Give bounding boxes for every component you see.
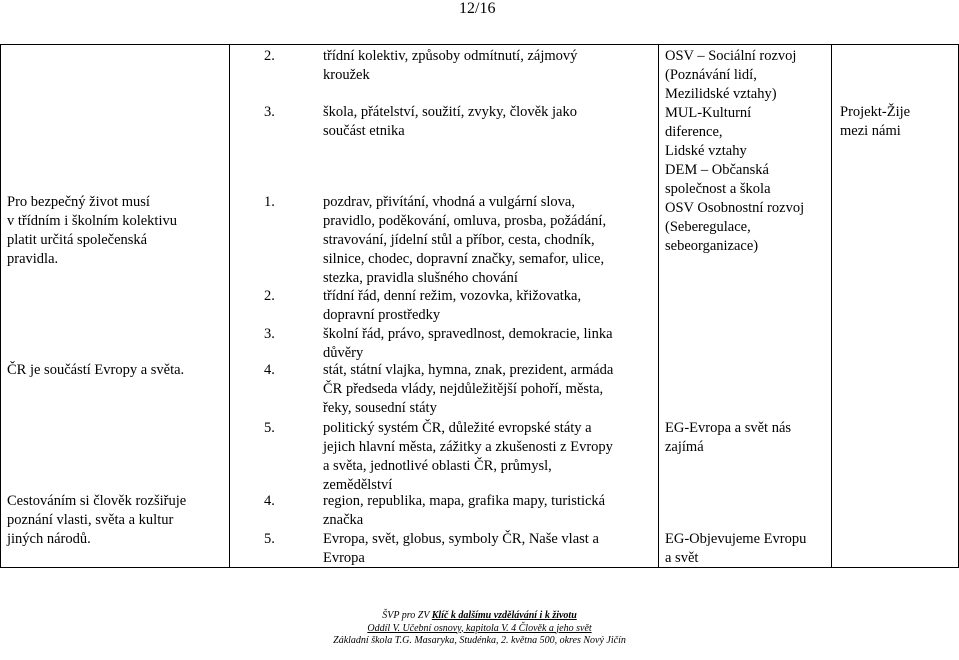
item-text: škola, přátelství, soužití, zvyky, člověk jako součást etnika [323, 104, 577, 139]
item-number: 5. [264, 531, 275, 547]
footer-line-2: Oddíl V. Učební osnovy, kapitola V. 4 Člověk a jeho svět [367, 622, 592, 634]
item-text: region, republika, mapa, grafika mapy, turistická značka [323, 493, 606, 528]
footer-line-3: Základní škola T.G. Masaryka, Studénka, 2. května 500, okres Nový Jičín [333, 635, 626, 646]
table-border-top [0, 44, 959, 45]
goal-text-3: Cestováním si člověk rozšiřuje poznání vlasti, světa a kultur jiných národů. [7, 493, 187, 547]
item-text: třídní řád, denní režim, vozovka, křižovatka, dopravní prostředky [323, 288, 582, 323]
column-divider [229, 44, 230, 568]
item-number: 1. [264, 194, 275, 210]
cross-topics-2: EG-Evropa a svět nás zajímá [665, 420, 792, 455]
column-divider [831, 44, 832, 568]
item-number: 4. [264, 362, 275, 378]
page-footer [0, 610, 959, 648]
goal-text-2: ČR je součástí Evropy a světa. [7, 362, 185, 378]
page-number: 12/16 [459, 0, 496, 17]
item-number: 2. [264, 48, 275, 64]
item-number: 5. [264, 420, 275, 436]
table-border-left [0, 44, 1, 568]
footer-line-1: ŠVP pro ZV Klíč k dalšímu vzdělávání i k životu [382, 610, 577, 621]
project-note: Projekt-Žije mezi námi [840, 104, 911, 139]
item-number: 3. [264, 326, 275, 342]
item-number: 3. [264, 104, 275, 120]
item-text: školní řád, právo, spravedlnost, demokracie, linka důvěry [323, 326, 613, 361]
item-text: třídní kolektiv, způsoby odmítnutí, zájmový kroužek [323, 48, 578, 83]
cross-topics-1: OSV – Sociální rozvoj (Poznávání lidí, Mezilidské vztahy) MUL-Kulturní diference, Lidské vztahy DEM – Občanská společnost a škola OSV Osobnostní rozvoj (Seberegulace, sebeorganizace) [665, 48, 805, 254]
column-divider [658, 44, 659, 568]
item-text: stát, státní vlajka, hymna, znak, prezident, armáda ČR předseda vlády, nejdůležitější pohoří, města, řeky, sousední státy [323, 362, 614, 416]
item-number: 2. [264, 288, 275, 304]
item-text: politický systém ČR, důležité evropské státy a jejich hlavní města, zážitky a zkušenosti z Evropy a světa, jednotlivé oblasti ČR, průmysl, zemědělství [323, 420, 613, 493]
cross-topics-3: EG-Objevujeme Evropu a svět [665, 531, 807, 566]
item-number: 4. [264, 493, 275, 509]
item-text: Evropa, svět, globus, symboly ČR, Naše vlast a Evropa [323, 531, 599, 566]
goal-text-1: Pro bezpečný život musí v třídním i školním kolektivu platit určitá společenská pravidla. [7, 194, 177, 267]
item-text: pozdrav, přivítání, vhodná a vulgární slova, pravidlo, poděkování, omluva, prosba, požádání, stravování, jídelní stůl a příbor, cesta, chodník, silnice, chodec, dopravní značky, semafor, ulice, stezka, pravidla slušného chování [323, 194, 607, 286]
